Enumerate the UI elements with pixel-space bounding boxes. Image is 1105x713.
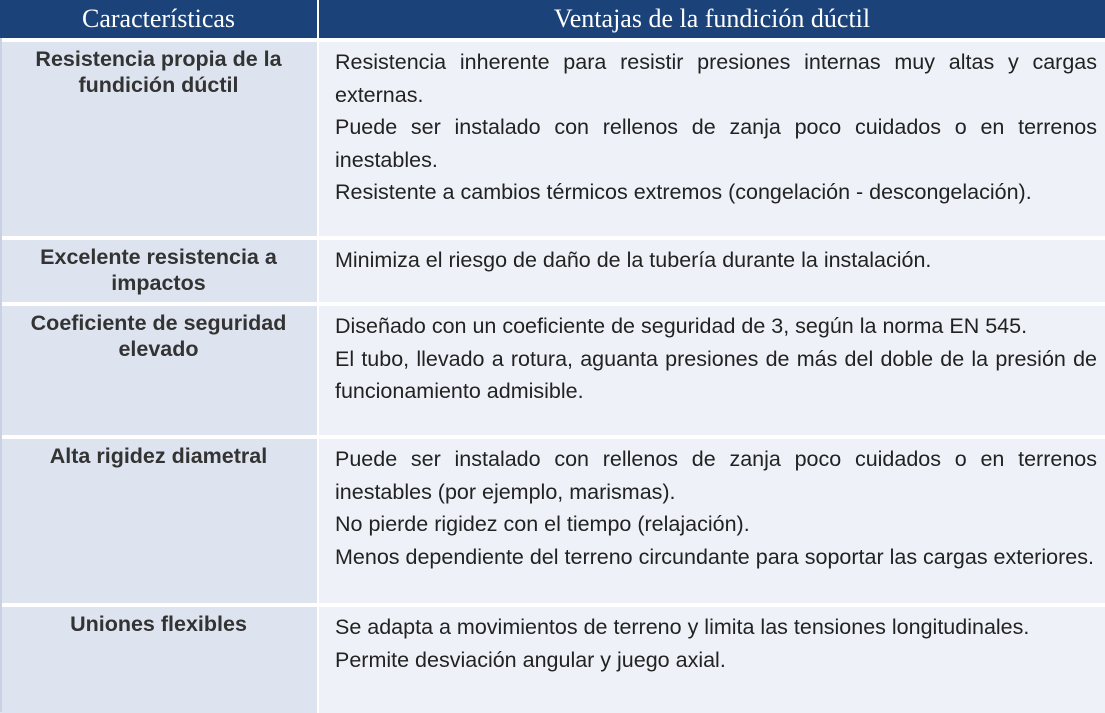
header-row	[0, 0, 1105, 40]
advantage-text: No pierde rigidez con el tiempo (relajación).	[335, 512, 750, 536]
advantage-text: Puede ser instalado con rellenos de zanja poco cuidados o en terrenos inestables (por ejemplo, marismas).	[335, 447, 1097, 504]
advantage-text: Minimiza el riesgo de daño de la tubería durante la instalación.	[335, 248, 932, 272]
advantages-cell	[318, 605, 1105, 713]
table-row	[0, 304, 1105, 437]
advantage-text: El tubo, llevado a rotura, aguanta presiones de más del doble de la presión de funcionamiento admisible.	[335, 346, 1097, 403]
advantages-cell	[318, 238, 1105, 304]
advantage-text: Menos dependiente del terreno circundante para soportar las cargas exteriores.	[335, 544, 1094, 569]
feature-label: Resistencia propia de la fundición dúctil	[0, 40, 318, 238]
feature-label: Alta rigidez diametral	[0, 437, 318, 605]
advantage-text: Diseñado con un coeficiente de seguridad de 3, según la norma EN 545.	[335, 314, 1028, 338]
advantage-text: Resistente a cambios térmicos extremos (congelación - descongelación).	[335, 180, 1032, 204]
feature-label: Coeficiente de seguridad elevado	[0, 304, 318, 437]
header-advantages: Ventajas de la fundición dúctil	[318, 0, 1105, 40]
advantages-cell	[318, 304, 1105, 437]
table-row	[0, 437, 1105, 605]
table-row	[0, 40, 1105, 238]
advantages-cell	[318, 437, 1105, 605]
advantage-text: Permite desviación angular y juego axial.	[335, 647, 726, 672]
advantages-cell	[318, 40, 1105, 238]
feature-label: Uniones flexibles	[0, 605, 318, 713]
header-features: Características	[0, 0, 318, 40]
left-border	[0, 38, 2, 712]
advantage-text: Se adapta a movimientos de terreno y limita las tensiones longitudinales.	[335, 615, 1030, 639]
table-row	[0, 605, 1105, 713]
advantage-text: Resistencia inherente para resistir presiones internas muy altas y cargas externas.	[335, 50, 1097, 107]
feature-label: Excelente resistencia a impactos	[0, 238, 318, 304]
advantage-text: Puede ser instalado con rellenos de zanja poco cuidados o en terrenos inestables.	[335, 115, 1097, 172]
table-row	[0, 238, 1105, 304]
